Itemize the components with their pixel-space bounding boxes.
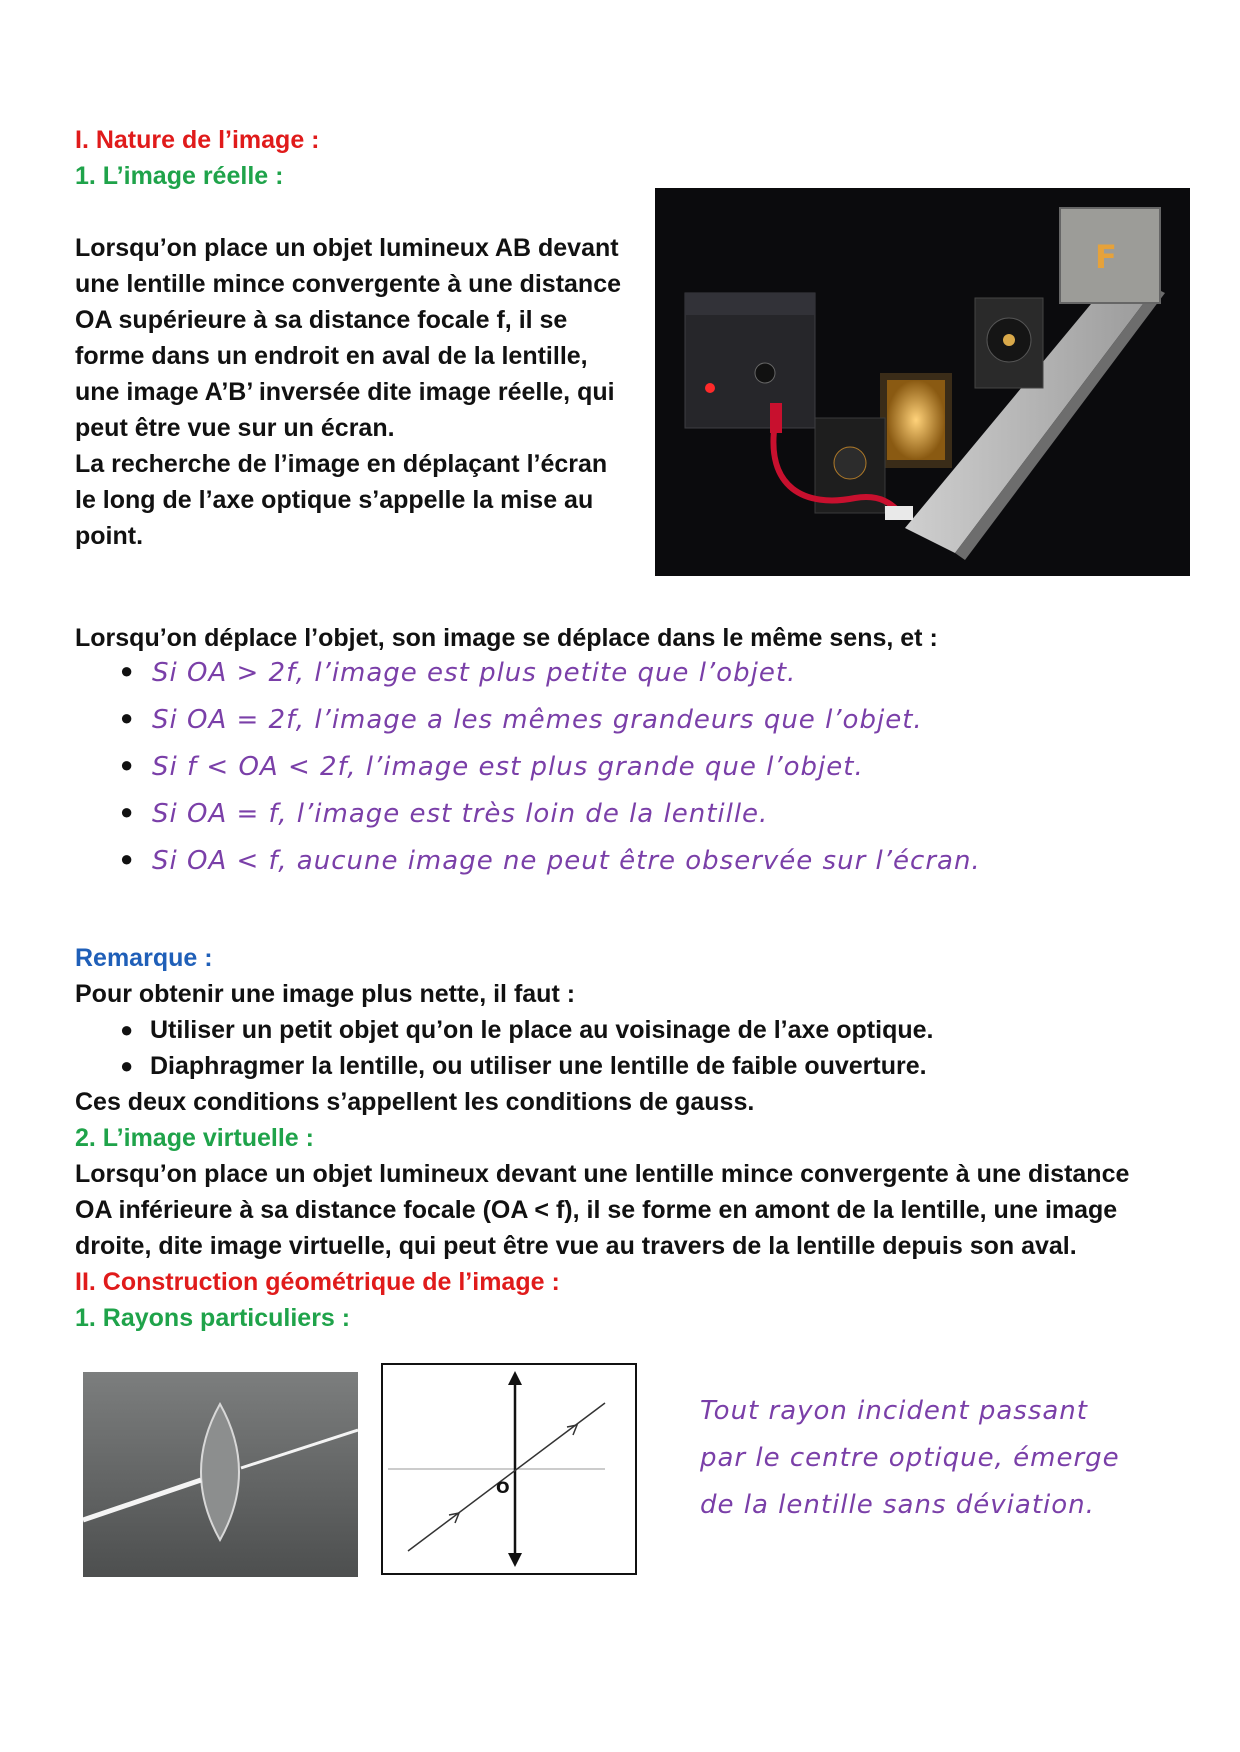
list-item <box>120 658 981 705</box>
optical-center-ray-diagram <box>381 1363 637 1575</box>
remark-item-text: Diaphragmer la lentille, ou utiliser une lentille de faible ouverture. <box>150 1052 927 1080</box>
list-item <box>120 1048 933 1084</box>
text-line: Lorsqu’on place un objet lumineux devant une lentille mince convergente à une distance <box>75 1160 1130 1188</box>
subsection-virtual-image-title: 2. L’image virtuelle : <box>75 1124 314 1152</box>
remark-intro: Pour obtenir une image plus nette, il faut : <box>75 980 576 1008</box>
note-line: de la lentille sans déviation. <box>700 1490 1095 1520</box>
remark-item-text: Utiliser un petit objet qu’on le place au voisinage de l’axe optique. <box>150 1016 934 1044</box>
case-text: Si OA < f, aucune image ne peut être observée sur l’écran. <box>152 846 981 876</box>
text-line: une image A’B’ inversée dite image réelle, qui <box>75 378 615 406</box>
text-line: forme dans un endroit en aval de la lentille, <box>75 342 588 370</box>
remark-list <box>120 1012 934 1084</box>
light-source-glow <box>887 380 945 460</box>
bullet-icon: ● <box>120 658 134 683</box>
optical-bench-photo <box>655 188 1190 576</box>
case-text: Si OA = 2f, l’image a les mêmes grandeurs que l’objet. <box>152 705 923 735</box>
text-line: peut être vue sur un écran. <box>75 414 395 442</box>
text-line: une lentille mince convergente à une distance <box>75 270 621 298</box>
bullet-icon: ● <box>120 705 134 730</box>
bullet-icon: ● <box>120 1017 134 1042</box>
list-item <box>120 752 981 799</box>
list-item <box>120 705 981 752</box>
image-letter-label: F <box>1095 238 1117 276</box>
real-image-paragraph <box>75 230 645 554</box>
optical-center-label: O <box>496 1478 510 1497</box>
list-item <box>120 846 981 893</box>
note-line: par le centre optique, émerge <box>700 1443 1120 1473</box>
text-line: point. <box>75 522 144 550</box>
ray-diagram-svg <box>383 1365 635 1573</box>
text-line: droite, dite image virtuelle, qui peut être vue au travers de la lentille depuis son aval. <box>75 1232 1077 1260</box>
virtual-image-paragraph <box>75 1156 1195 1264</box>
list-item <box>120 799 981 846</box>
lens-ray-illustration <box>83 1372 358 1577</box>
remark-conclusion: Ces deux conditions s’appellent les conditions de gauss. <box>75 1088 755 1116</box>
text-line: La recherche de l’image en déplaçant l’écran <box>75 450 608 478</box>
text-line: OA inférieure à sa distance focale (OA < f), il se forme en amont de la lentille, une image <box>75 1196 1118 1224</box>
text-line: Lorsqu’on place un objet lumineux AB devant <box>75 234 619 262</box>
lens-arrow-bottom-icon <box>508 1553 522 1567</box>
image-cases-list <box>120 658 981 893</box>
bullet-icon: ● <box>120 799 134 824</box>
remark-title: Remarque : <box>75 944 213 972</box>
bullet-icon: ● <box>120 1053 134 1078</box>
lens-ray-photo <box>83 1372 358 1577</box>
case-text: Si OA > 2f, l’image est plus petite que l’objet. <box>152 658 797 688</box>
lens-arrow-top-icon <box>508 1371 522 1385</box>
case-text: Si OA = f, l’image est très loin de la lentille. <box>152 799 769 829</box>
case-text: Si f < OA < 2f, l’image est plus grande que l’objet. <box>152 752 864 782</box>
text-line: OA supérieure à sa distance focale f, il se <box>75 306 568 334</box>
subsection-particular-rays-title: 1. Rayons particuliers : <box>75 1304 351 1332</box>
section-2-title: II. Construction géométrique de l’image : <box>75 1268 560 1296</box>
optical-bench-illustration <box>655 188 1190 576</box>
displacement-intro: Lorsqu’on déplace l’objet, son image se déplace dans le même sens, et : <box>75 624 938 652</box>
subsection-real-image-title: 1. L’image réelle : <box>75 162 284 190</box>
note-line: Tout rayon incident passant <box>700 1396 1088 1426</box>
optical-center-rule-note <box>700 1388 1120 1529</box>
text-line: le long de l’axe optique s’appelle la mise au <box>75 486 594 514</box>
bullet-icon: ● <box>120 752 134 777</box>
bullet-icon: ● <box>120 846 134 871</box>
section-1-title: I. Nature de l’image : <box>75 126 320 154</box>
list-item <box>120 1012 934 1048</box>
